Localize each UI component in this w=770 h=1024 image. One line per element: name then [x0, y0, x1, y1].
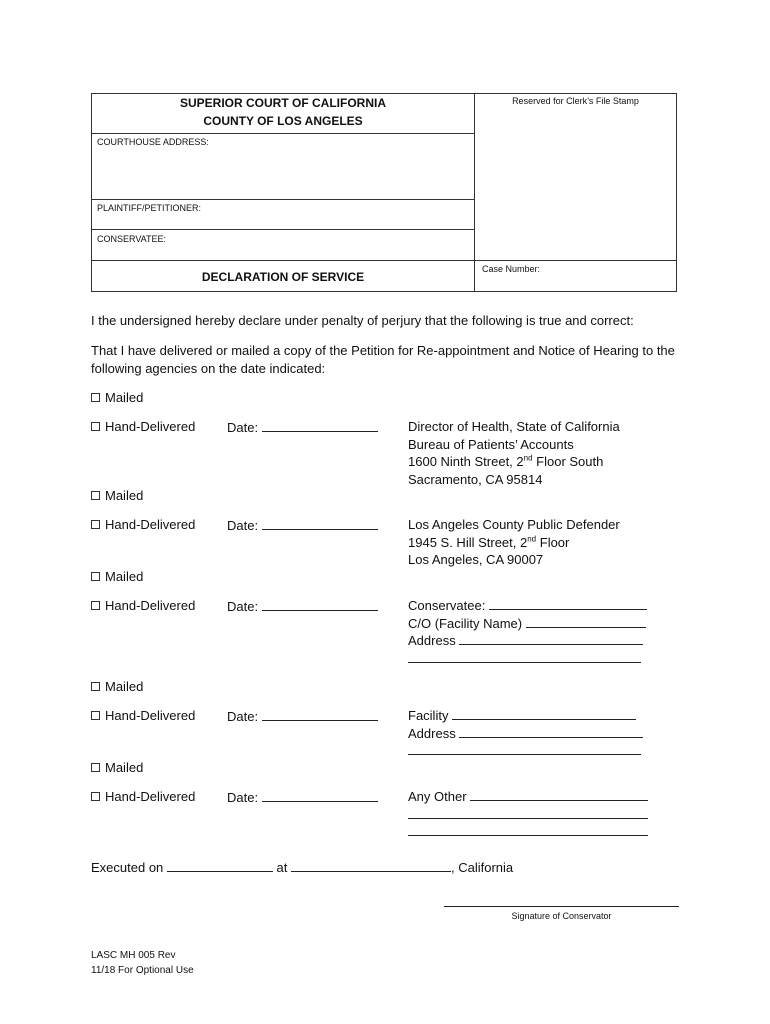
- delivery-text-line2: following agencies on the date indicated:: [91, 361, 326, 376]
- checkbox-icon: [91, 601, 100, 610]
- facility-address-line2[interactable]: [408, 742, 643, 760]
- agency-facility: [408, 707, 643, 760]
- conservatee-address-field[interactable]: Address: [408, 632, 647, 650]
- date-field-4[interactable]: Date:: [227, 708, 378, 724]
- hand-delivered-checkbox-2[interactable]: Hand-Delivered: [91, 517, 195, 532]
- hand-delivered-checkbox-4[interactable]: Hand-Delivered: [91, 708, 195, 723]
- checkbox-icon: [91, 711, 100, 720]
- any-other-line3[interactable]: [408, 823, 648, 841]
- date-line: [262, 708, 378, 721]
- date-line: [262, 598, 378, 611]
- mailed-checkbox-2[interactable]: Mailed: [91, 488, 143, 503]
- signature-label: Signature of Conservator: [511, 911, 612, 921]
- conservatee-name-field[interactable]: Conservatee:: [408, 597, 647, 615]
- checkbox-icon: [91, 491, 100, 500]
- agency-other: [408, 788, 648, 841]
- hand-delivered-checkbox-5[interactable]: Hand-Delivered: [91, 789, 195, 804]
- date-line: [262, 789, 378, 802]
- date-field-1[interactable]: Date:: [227, 419, 378, 435]
- clerk-stamp-label: Reserved for Clerk’s File Stamp: [512, 96, 639, 106]
- date-field-2[interactable]: Date:: [227, 517, 378, 533]
- conservatee-address-line2[interactable]: [408, 650, 647, 668]
- date-field-5[interactable]: Date:: [227, 789, 378, 805]
- court-name: SUPERIOR COURT OF CALIFORNIA: [180, 96, 386, 110]
- agency-conservatee: [408, 597, 647, 667]
- executed-date-field[interactable]: [167, 859, 273, 872]
- declaration-text: I the undersigned hereby declare under penalty of perjury that the following is true and correct:: [91, 313, 634, 328]
- facility-address-field[interactable]: Address: [408, 725, 643, 743]
- case-number-field[interactable]: [545, 262, 675, 290]
- hand-delivered-checkbox-1[interactable]: Hand-Delivered: [91, 419, 195, 434]
- any-other-field[interactable]: Any Other: [408, 788, 648, 806]
- plaintiff-label: PLAINTIFF/PETITIONER:: [97, 203, 202, 213]
- any-other-line2[interactable]: [408, 806, 648, 824]
- facility-name-field[interactable]: C/O (Facility Name): [408, 615, 647, 633]
- checkbox-icon: [91, 520, 100, 529]
- case-number-label: Case Number:: [482, 264, 541, 274]
- signature-line[interactable]: [444, 906, 679, 908]
- checkbox-icon: [91, 792, 100, 801]
- agency-director-health: Director of Health, State of California Bureau of Patients’ Accounts 1600 Ninth Street, 2nd Floor South Sacramento, CA 95814: [408, 419, 620, 487]
- executed-line: Executed on at , California: [91, 860, 514, 875]
- mailed-checkbox-4[interactable]: Mailed: [91, 679, 143, 694]
- checkbox-icon: [91, 763, 100, 772]
- executed-location-field[interactable]: [291, 859, 451, 872]
- mailed-checkbox-3[interactable]: Mailed: [91, 569, 143, 584]
- facility-field[interactable]: Facility: [408, 707, 643, 725]
- mailed-checkbox-1[interactable]: Mailed: [91, 390, 143, 405]
- checkbox-icon: [91, 422, 100, 431]
- mailed-checkbox-5[interactable]: Mailed: [91, 760, 143, 775]
- date-field-3[interactable]: Date:: [227, 598, 378, 614]
- courthouse-address-label: COURTHOUSE ADDRESS:: [97, 137, 209, 147]
- checkbox-icon: [91, 572, 100, 581]
- hand-delivered-checkbox-3[interactable]: Hand-Delivered: [91, 598, 195, 613]
- courthouse-address-field[interactable]: [92, 148, 472, 198]
- plaintiff-field[interactable]: [200, 201, 472, 228]
- form-id: LASC MH 005 Rev: [91, 950, 176, 961]
- form-note: 11/18 For Optional Use: [91, 965, 194, 976]
- date-line: [262, 517, 378, 530]
- conservatee-label: CONSERVATEE:: [97, 234, 167, 244]
- checkbox-icon: [91, 682, 100, 691]
- date-line: [262, 419, 378, 432]
- delivery-text-line1: That I have delivered or mailed a copy of the Petition for Re-appointment and Notice of Hearing to the: [91, 343, 675, 358]
- conservatee-field[interactable]: [170, 231, 472, 259]
- agency-public-defender: Los Angeles County Public Defender 1945 S. Hill Street, 2nd Floor Los Angeles, CA 90007: [408, 517, 620, 567]
- document-title: DECLARATION OF SERVICE: [201, 270, 365, 284]
- county-name: COUNTY OF LOS ANGELES: [203, 114, 363, 128]
- checkbox-icon: [91, 393, 100, 402]
